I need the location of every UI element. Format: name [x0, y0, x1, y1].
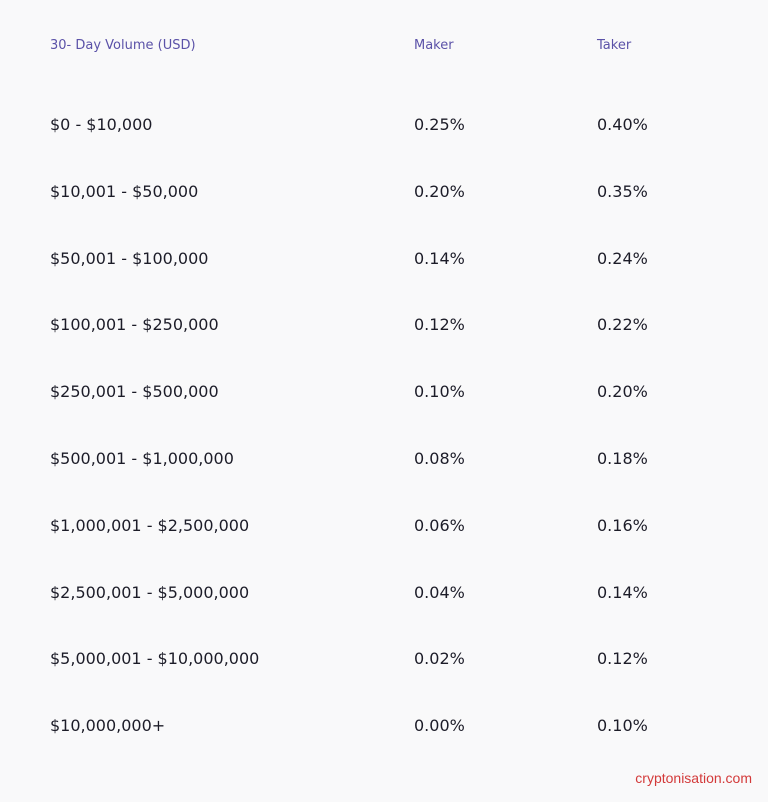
watermark: cryptonisation.com: [635, 770, 752, 786]
table-row: [0, 225, 768, 292]
volume-cell: $10,000,000+: [50, 716, 166, 736]
volume-cell: $1,000,001 - $2,500,000: [50, 515, 250, 535]
taker-cell: 0.35%: [597, 181, 648, 201]
maker-cell: 0.14%: [414, 248, 465, 268]
volume-cell: $250,001 - $500,000: [50, 382, 219, 402]
table-row: [0, 358, 768, 425]
volume-cell: $2,500,001 - $5,000,000: [50, 582, 250, 602]
table-row: [0, 91, 768, 158]
table-row: [0, 425, 768, 492]
maker-cell: 0.06%: [414, 515, 465, 535]
table-body: [0, 91, 768, 759]
taker-cell: 0.40%: [597, 115, 648, 134]
table-row: [0, 158, 768, 225]
maker-cell: 0.02%: [414, 649, 465, 669]
maker-cell: 0.00%: [414, 716, 465, 736]
maker-cell: 0.08%: [414, 448, 465, 468]
taker-cell: 0.22%: [597, 315, 648, 335]
volume-cell: $0 - $10,000: [50, 115, 153, 134]
volume-cell: $10,001 - $50,000: [50, 181, 199, 201]
header-taker: Taker: [597, 38, 632, 53]
table-row: [0, 559, 768, 626]
taker-cell: 0.16%: [597, 515, 648, 535]
maker-cell: 0.20%: [414, 181, 465, 201]
volume-cell: $500,001 - $1,000,000: [50, 448, 234, 468]
volume-cell: $50,001 - $100,000: [50, 248, 209, 268]
maker-cell: 0.10%: [414, 382, 465, 402]
header-volume: 30- Day Volume (USD): [50, 38, 196, 53]
taker-cell: 0.12%: [597, 649, 648, 669]
maker-cell: 0.25%: [414, 115, 465, 134]
header-maker: Maker: [414, 38, 454, 53]
taker-cell: 0.18%: [597, 448, 648, 468]
volume-cell: $5,000,001 - $10,000,000: [50, 649, 260, 669]
taker-cell: 0.10%: [597, 716, 648, 736]
table-header-row: [0, 0, 768, 94]
taker-cell: 0.24%: [597, 248, 648, 268]
table-row: [0, 625, 768, 692]
table-row: [0, 492, 768, 559]
taker-cell: 0.20%: [597, 382, 648, 402]
maker-cell: 0.12%: [414, 315, 465, 335]
maker-cell: 0.04%: [414, 582, 465, 602]
volume-cell: $100,001 - $250,000: [50, 315, 219, 335]
table-row: [0, 692, 768, 759]
table-row: [0, 291, 768, 358]
taker-cell: 0.14%: [597, 582, 648, 602]
